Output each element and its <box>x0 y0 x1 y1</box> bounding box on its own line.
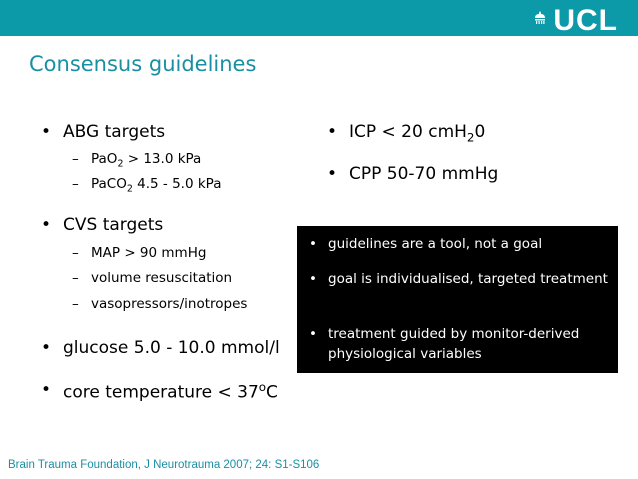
cpp-item: • CPP 50-70 mmHg <box>327 164 499 184</box>
cvs-subitem: – volume resuscitation <box>72 270 233 286</box>
paco2-item: – PaCO$_2$ 4.5 - 5.0 kPa <box>72 176 222 195</box>
icp-item: • ICP < 20 cmH$_2$0 <box>327 122 486 145</box>
callout-item: • goal is individualised, targeted treatment <box>309 271 608 287</box>
pao2-item: – PaO$_2$ > 13.0 kPa <box>72 151 202 170</box>
temperature-item: • core temperature < $37^oC$ <box>41 380 278 403</box>
slide-title: Consensus guidelines <box>29 52 257 76</box>
ucl-portico-icon <box>534 11 546 25</box>
glucose-item: • glucose 5.0 - 10.0 mmol/l <box>41 338 280 358</box>
cvs-subitem: – vasopressors/inotropes <box>72 296 248 312</box>
cvs-targets-item: • CVS targets <box>41 215 164 235</box>
callout-item: • guidelines are a tool, not a goal <box>309 236 543 252</box>
callout-item: • treatment guided by monitor-derived physiological variables <box>309 326 580 362</box>
ucl-logo: UCL <box>553 4 618 37</box>
cvs-subitem: – MAP > 90 mmHg <box>72 245 207 261</box>
citation-text: Brain Trauma Foundation, J Neurotrauma 2007; 24: S1-S106 <box>8 459 320 471</box>
abg-targets-item: • ABG targets <box>41 122 166 142</box>
callout-box <box>297 226 618 373</box>
